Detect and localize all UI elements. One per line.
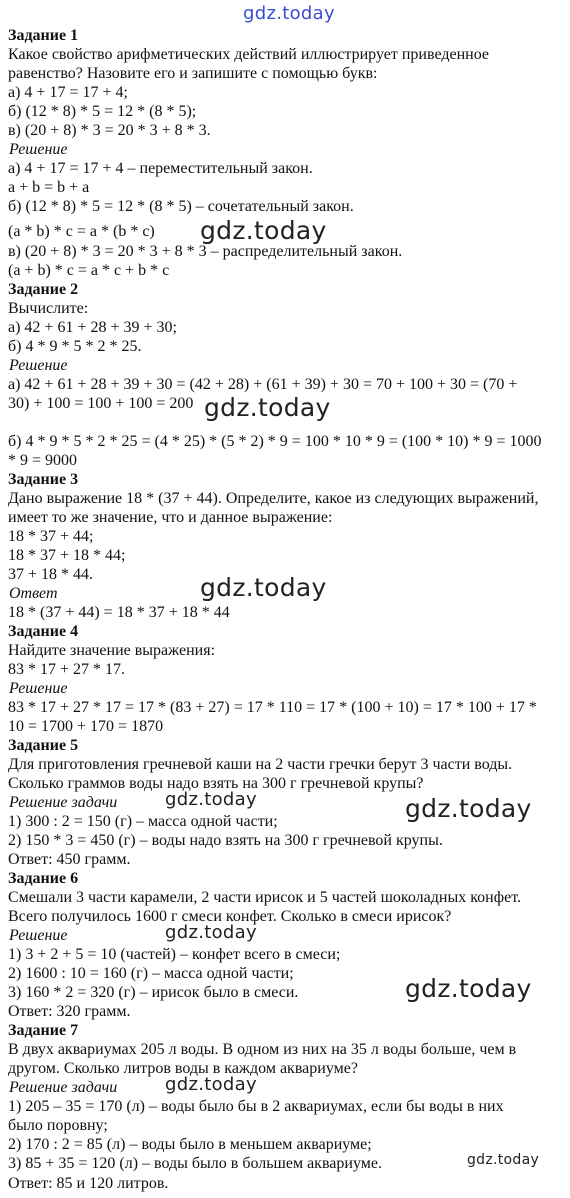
text-line: в) (20 + 8) * 3 = 20 * 3 + 8 * 3 – распределительный закон. (8, 243, 403, 260)
text-line: б) (12 * 8) * 5 = 12 * (8 * 5); (8, 103, 197, 120)
text-line: а) 4 + 17 = 17 + 4; (8, 84, 128, 101)
text-line: (a + b) * c = a * c + b * c (8, 262, 170, 279)
text-line: Ответ: 320 грамм. (8, 1003, 131, 1020)
text-line: * 9 = 9000 (8, 452, 78, 469)
text-line: 83 * 17 + 27 * 17. (8, 661, 126, 678)
text-line: в) (20 + 8) * 3 = 20 * 3 + 8 * 3. (8, 122, 211, 139)
watermark-text: gdz.today (405, 974, 532, 1003)
solution-label: Ответ (9, 585, 58, 602)
text-line: Ответ: 450 грамм. (8, 851, 131, 868)
text-line: имеет то же значение, что и данное выражение: (8, 509, 333, 526)
watermark-text: gdz.today (165, 922, 257, 943)
watermark-text: gdz.today (200, 216, 327, 245)
text-line: б) 4 * 9 * 5 * 2 * 25. (8, 338, 142, 355)
text-line: a + b = b + a (8, 179, 90, 196)
task-heading: Задание 7 (8, 1022, 79, 1039)
text-line: Вычислите: (8, 300, 89, 317)
solution-label: Решение (9, 927, 68, 944)
text-line: Ответ: 85 и 120 литров. (8, 1175, 169, 1192)
text-line: 83 * 17 + 27 * 17 = 17 * (83 + 27) = 17 * 110 = 17 * (100 + 10) = 17 * 100 + 17 * (8, 699, 537, 716)
text-line: 1) 3 + 2 + 5 = 10 (частей) – конфет всего в смеси; (8, 946, 341, 963)
watermark-text: gdz.today (243, 3, 335, 24)
task-heading: Задание 2 (8, 281, 79, 298)
watermark-text: gdz.today (467, 1152, 540, 1168)
text-line: Всего получилось 1600 г смеси конфет. Сколько в смеси ирисок? (8, 908, 452, 925)
text-line: 18 * (37 + 44) = 18 * 37 + 18 * 44 (8, 604, 230, 621)
text-line: б) 4 * 9 * 5 * 2 * 25 = (4 * 25) * (5 * 2) * 9 = 100 * 10 * 9 = (100 * 10) * 9 = 1000 (8, 433, 542, 450)
text-line: В двух аквариумах 205 л воды. В одном из них на 35 л воды больше, чем в (8, 1041, 517, 1058)
text-line: 2) 1600 : 10 = 160 (г) – масса одной части; (8, 965, 294, 982)
text-line: было поровну; (8, 1117, 108, 1134)
text-line: Сколько граммов воды надо взять на 300 г гречневой крупы? (8, 775, 424, 792)
text-line: 2) 150 * 3 = 450 (г) – воды надо взять на 300 г гречневой крупы. (8, 832, 443, 849)
task-heading: Задание 4 (8, 623, 79, 640)
solution-label: Решение (9, 141, 68, 158)
text-line: 18 * 37 + 18 * 44; (8, 547, 126, 564)
text-line: а) 42 + 61 + 28 + 39 + 30 = (42 + 28) + (61 + 39) + 30 = 70 + 100 + 30 = (70 + (8, 376, 518, 393)
task-heading: Задание 5 (8, 737, 79, 754)
text-line: б) (12 * 8) * 5 = 12 * (8 * 5) – сочетательный закон. (8, 198, 354, 215)
solution-label: Решение задачи (9, 1079, 118, 1096)
task-heading: Задание 1 (8, 27, 79, 44)
text-line: 10 = 1700 + 170 = 1870 (8, 718, 164, 735)
text-line: равенство? Назовите его и запишите с помощью букв: (8, 65, 378, 82)
text-line: другом. Сколько литров воды в каждом аквариуме? (8, 1060, 358, 1077)
text-line: (a * b) * c = a * (b * c) (8, 223, 155, 240)
text-line: 18 * 37 + 44; (8, 528, 94, 545)
text-line: 37 + 18 * 44. (8, 566, 94, 583)
watermark-text: gdz.today (204, 393, 331, 422)
text-line: Какое свойство арифметических действий иллюстрирует приведенное (8, 46, 489, 63)
solution-label: Решение (9, 357, 68, 374)
watermark-text: gdz.today (165, 1074, 257, 1095)
text-line: а) 4 + 17 = 17 + 4 – переместительный закон. (8, 160, 313, 177)
text-line: 2) 170 : 2 = 85 (л) – воды было в меньшем аквариуме; (8, 1136, 372, 1153)
text-line: 1) 205 – 35 = 170 (л) – воды было бы в 2 аквариумах, если бы воды в них (8, 1098, 504, 1115)
text-line: а) 42 + 61 + 28 + 39 + 30; (8, 319, 177, 336)
solution-label: Решение (9, 680, 68, 697)
watermark-text: gdz.today (200, 573, 327, 602)
text-line: Смешали 3 части карамели, 2 части ирисок и 5 частей шоколадных конфет. (8, 889, 521, 906)
text-line: Найдите значение выражения: (8, 642, 216, 659)
task-heading: Задание 3 (8, 471, 79, 488)
text-line: 30) + 100 = 100 + 100 = 200 (8, 395, 194, 412)
text-line: Для приготовления гречневой каши на 2 части гречки берут 3 части воды. (8, 756, 513, 773)
watermark-text: gdz.today (165, 789, 257, 810)
text-line: 1) 300 : 2 = 150 (г) – масса одной части; (8, 813, 278, 830)
task-heading: Задание 6 (8, 870, 79, 887)
text-line: Дано выражение 18 * (37 + 44). Определите, какое из следующих выражений, (8, 490, 539, 507)
text-line: 3) 160 * 2 = 320 (г) – ирисок было в смеси. (8, 984, 299, 1001)
text-line: 3) 85 + 35 = 120 (л) – воды было в большем аквариуме. (8, 1155, 382, 1172)
watermark-text: gdz.today (405, 794, 532, 823)
solution-label: Решение задачи (9, 794, 118, 811)
